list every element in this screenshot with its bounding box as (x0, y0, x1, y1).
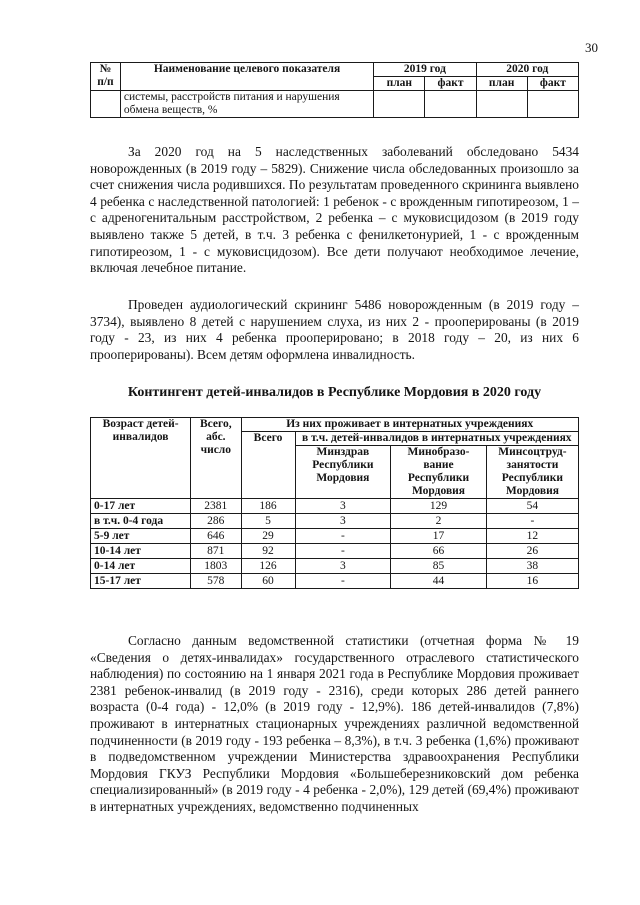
row-education: 66 (391, 544, 487, 559)
table-row (91, 514, 579, 529)
row-age: 5-9 лет (91, 529, 191, 544)
row-education: 2 (391, 514, 487, 529)
row-labor: 38 (486, 559, 578, 574)
header-age: Возраст детей-инвалидов (91, 418, 191, 499)
row-total: 578 (191, 574, 241, 589)
table-row (91, 544, 579, 559)
row-plan-2019 (374, 91, 425, 118)
header-num: № п/п (91, 63, 121, 91)
row-inst-total: 5 (241, 514, 295, 529)
row-total: 286 (191, 514, 241, 529)
table-row (91, 91, 579, 118)
target-indicators-table (90, 62, 579, 118)
paragraph-screening: За 2020 год на 5 наследственных заболеваний обследовано 5434 новорожденных (в 2019 году – 5829). Снижение числа обследованных произошло за счет снижения числа родившихся. По результатам проведенного скрининга выявлено 4 ребенка с наследственной патологией: 1 ребенок - с врожденным гипотиреозом, 1 – с адреногенитальным расстройством, 2 ребенка – с муковисцидозом (в 2019 году выявлено также 5 детей, в т.ч. 3 ребенка с фенилкетонурией, 1 - с врожденным гипотиреозом, 1 - с муковисцидозом). Все дети получают необходимое лечение, включая лечебное питание. (90, 144, 579, 276)
row-num (91, 91, 121, 118)
row-health: 3 (295, 499, 391, 514)
row-total: 646 (191, 529, 241, 544)
table-row (91, 499, 579, 514)
header-ministry-labor: Минсоцтруд-занятости Республики Мордовия (486, 446, 578, 499)
row-education: 129 (391, 499, 487, 514)
row-total: 1803 (191, 559, 241, 574)
row-inst-total: 186 (241, 499, 295, 514)
row-health: 3 (295, 514, 391, 529)
row-inst-total: 29 (241, 529, 295, 544)
row-labor: - (486, 514, 578, 529)
row-education: 17 (391, 529, 487, 544)
row-labor: 12 (486, 529, 578, 544)
header-including: в т.ч. детей-инвалидов в интернатных учреждениях (295, 432, 578, 446)
row-total: 2381 (191, 499, 241, 514)
table-row (91, 529, 579, 544)
header-fact-2019: факт (425, 77, 476, 91)
header-institutions: Из них проживает в интернатных учреждениях (241, 418, 579, 432)
header-year-2019: 2019 год (374, 63, 476, 77)
paragraph-audiology: Проведен аудиологический скрининг 5486 новорожденным (в 2019 году – 3734), выявлено 8 детей с нарушением слуха, из них 2 - прооперированы (в 2019 году - 23, из них 4 ребенка прооперировано; в 2018 году – 20, из них 6 прооперированы). Всем детям оформлена инвалидность. (90, 297, 579, 362)
header-institutions-total: Всего (241, 432, 295, 499)
header-year-2020: 2020 год (476, 63, 578, 77)
row-inst-total: 126 (241, 559, 295, 574)
row-fact-2020 (527, 91, 578, 118)
row-health: 3 (295, 559, 391, 574)
row-age: 15-17 лет (91, 574, 191, 589)
row-labor: 16 (486, 574, 578, 589)
header-ministry-health: Минздрав Республики Мордовия (295, 446, 391, 499)
section-title: Контингент детей-инвалидов в Республике Мордовия в 2020 году (127, 385, 542, 400)
paragraph-statistics: Согласно данным ведомственной статистики (отчетная форма № 19 «Сведения о детях-инвалидах» государственного отраслевого статистического наблюдения) по состоянию на 1 января 2021 года в Республике Мордовия проживает 2381 ребенок-инвалид (в 2019 году - 2316), среди которых 286 детей раннего возраста (0-4 года) - 12,0% (в 2019 году - 12,9%). 186 детей-инвалидов (7,8%) проживают в интернатных стационарных учреждениях различной ведомственной подчиненности (в 2019 году - 193 ребенка – 8,3%), в т.ч. 3 ребенка (1,6%) проживают в подведомственном учреждении Министерства здравоохранения Республики Мордовия ГКУЗ Республики Мордовия «Большеберезниковский дом ребенка специализированный» (в 2019 году - 4 ребенка - 2,0%), 129 детей (69,4%) проживают в интернатных учреждениях, ведомственно подчиненных (90, 633, 579, 814)
row-inst-total: 92 (241, 544, 295, 559)
header-plan-2020: план (476, 77, 527, 91)
row-health: - (295, 574, 391, 589)
row-health: - (295, 544, 391, 559)
row-plan-2020 (476, 91, 527, 118)
row-inst-total: 60 (241, 574, 295, 589)
page-number: 30 (585, 40, 598, 55)
header-total: Всего, абс. число (191, 418, 241, 499)
row-education: 85 (391, 559, 487, 574)
row-total: 871 (191, 544, 241, 559)
row-age: 0-17 лет (91, 499, 191, 514)
row-labor: 54 (486, 499, 578, 514)
header-indicator-name: Наименование целевого показателя (120, 63, 373, 91)
row-health: - (295, 529, 391, 544)
header-ministry-education: Минобразо-вание Республики Мордовия (391, 446, 487, 499)
header-fact-2020: факт (527, 77, 578, 91)
row-age: 10-14 лет (91, 544, 191, 559)
disabled-children-table (90, 417, 579, 589)
row-indicator-name: системы, расстройств питания и нарушения обмена веществ, % (120, 91, 373, 118)
table-row (91, 574, 579, 589)
row-education: 44 (391, 574, 487, 589)
row-labor: 26 (486, 544, 578, 559)
row-age: в т.ч. 0-4 года (91, 514, 191, 529)
row-fact-2019 (425, 91, 476, 118)
header-plan-2019: план (374, 77, 425, 91)
row-age: 0-14 лет (91, 559, 191, 574)
table-row (91, 559, 579, 574)
